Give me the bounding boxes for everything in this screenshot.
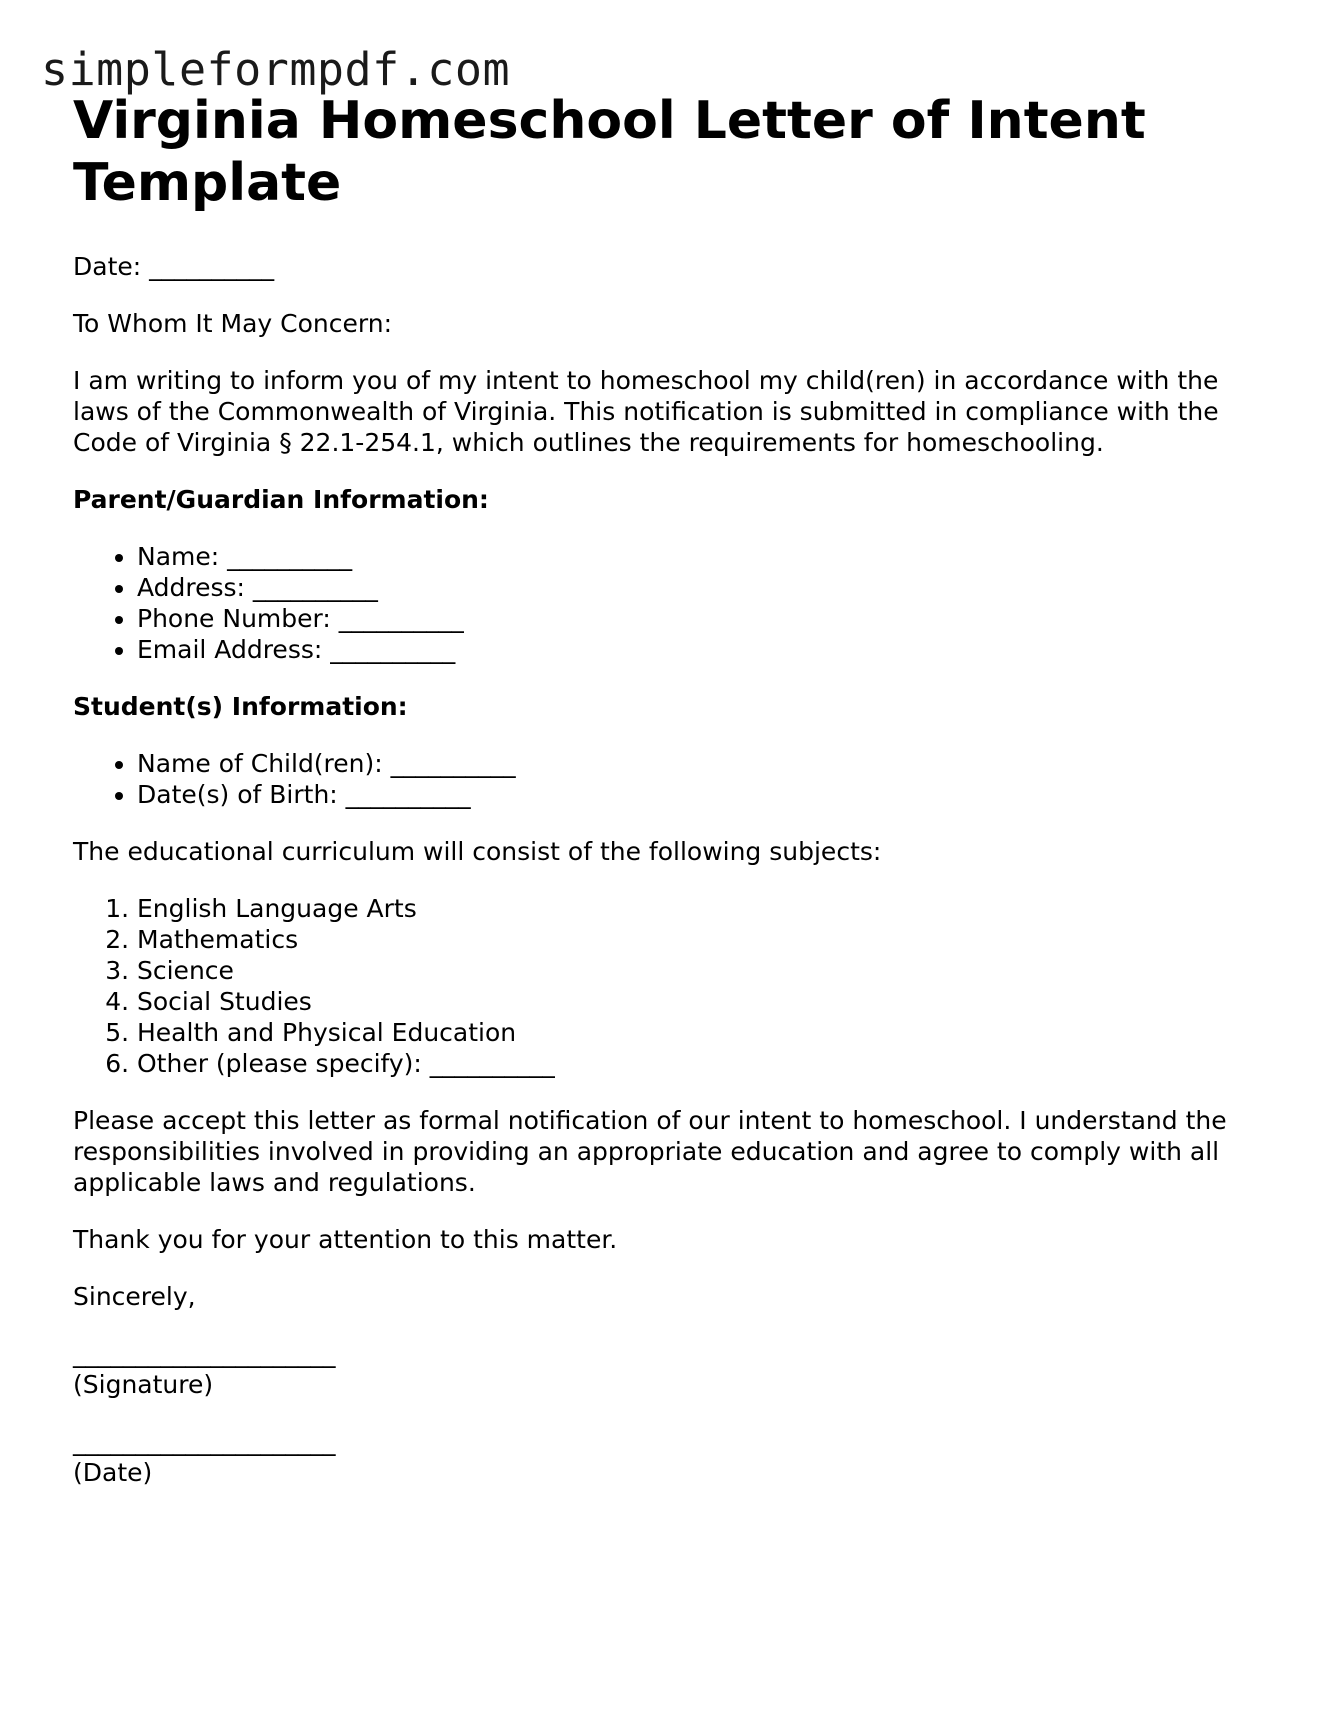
list-item: • Name of Child(ren): __________ bbox=[137, 748, 1273, 779]
date-sign-label: (Date) bbox=[73, 1458, 153, 1487]
list-item: 1. English Language Arts bbox=[137, 893, 1273, 924]
list-item: • Address: __________ bbox=[137, 572, 1273, 603]
student-info-list bbox=[73, 748, 1273, 810]
closing-paragraph: Please accept this letter as formal notification of our intent to homeschool. I understand the responsibilities involved in providing an appropriate education and agree to comply with all applicable laws and regulations. bbox=[73, 1106, 1227, 1197]
list-item: • Email Address: __________ bbox=[137, 634, 1273, 665]
list-item: 4. Social Studies bbox=[137, 986, 1273, 1017]
list-item: • Phone Number: __________ bbox=[137, 603, 1273, 634]
list-item: 3. Science bbox=[137, 955, 1273, 986]
list-item: 6. Other (please specify): __________ bbox=[137, 1048, 1273, 1079]
list-item: 2. Mathematics bbox=[137, 924, 1273, 955]
list-item: • Name: __________ bbox=[137, 541, 1273, 572]
parent-info-list bbox=[73, 541, 1273, 665]
thanks-line: Thank you for your attention to this matter. bbox=[73, 1225, 618, 1254]
watermark: simpleformpdf.com bbox=[41, 43, 511, 96]
signature-line: _____________________ bbox=[73, 1339, 336, 1368]
signoff: Sincerely, bbox=[73, 1282, 196, 1311]
intro-paragraph: I am writing to inform you of my intent to homeschool my child(ren) in accordance with the laws of the Commonwealth of Virginia. This notification is submitted in compliance with the Code of Virginia § 22.1-254.1, which outlines the requirements for homeschooling. bbox=[73, 366, 1219, 457]
parent-section-heading: Parent/Guardian Information: bbox=[73, 485, 489, 514]
curriculum-intro: The educational curriculum will consist of the following subjects: bbox=[73, 837, 882, 866]
list-item: • Date(s) of Birth: __________ bbox=[137, 779, 1273, 810]
subjects-list bbox=[73, 893, 1273, 1079]
signature-label: (Signature) bbox=[73, 1370, 214, 1399]
salutation: To Whom It May Concern: bbox=[73, 309, 393, 338]
letter-body bbox=[73, 90, 1273, 1488]
list-item: 5. Health and Physical Education bbox=[137, 1017, 1273, 1048]
student-section-heading: Student(s) Information: bbox=[73, 692, 408, 721]
page-title: Virginia Homeschool Letter of Intent Template bbox=[73, 91, 1146, 213]
date-line: Date: __________ bbox=[73, 252, 275, 281]
date-sign-line: _____________________ bbox=[73, 1427, 336, 1456]
